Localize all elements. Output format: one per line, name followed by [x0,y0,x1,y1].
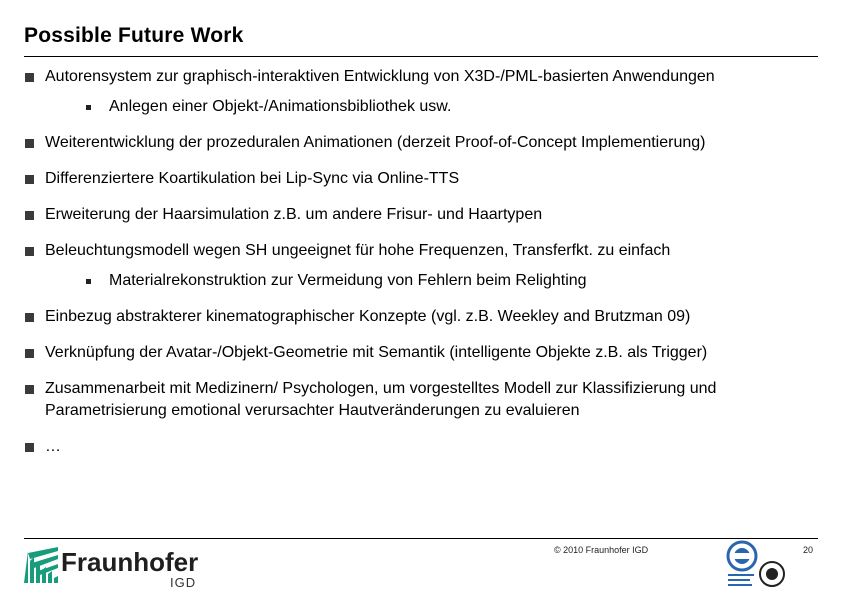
bullet-square-icon [25,349,34,358]
bullet-square-icon [25,73,34,82]
bullet-item [25,168,815,190]
bullet-text: Zusammenarbeit mit Medizinern/ Psychologen, um vorgestelltes Modell zur Klassifizierung und Parametrisierung emotional verursachter Hautveränderungen zu evaluieren [45,380,717,419]
certification-seal-icon [726,540,790,597]
footer-divider [24,538,818,539]
logo-name: Fraunhofer [61,547,199,577]
copyright: © 2010 Fraunhofer IGD [554,545,649,555]
sub-bullet-square-icon [86,105,91,110]
bullet-square-icon [25,385,34,394]
bullet-square-icon [25,211,34,220]
bullet-text: Verknüpfung der Avatar-/Objekt-Geometrie mit Semantik (intelligente Objekte z.B. als Trigger) [45,344,708,361]
bullet-text: Einbezug abstrakterer kinematographischer Konzepte (vgl. z.B. Weekley and Brutzman 09) [45,308,691,325]
bullet-item [25,378,815,422]
title-divider [24,56,818,57]
bullet-item [25,132,815,154]
sub-bullet-item [25,270,815,292]
sub-bullet-item [25,96,815,118]
sub-bullet-square-icon [86,279,91,284]
sub-bullet-text: Anlegen einer Objekt-/Animationsbibliothek usw. [109,98,452,115]
logo-sub: IGD [170,575,197,590]
bullet-text: … [45,438,61,455]
bullet-item [25,66,815,88]
bullet-text: Differenziertere Koartikulation bei Lip-Sync via Online-TTS [45,170,460,187]
bullet-text: Weiterentwicklung der prozeduralen Animationen (derzeit Proof-of-Concept Implementierung) [45,134,706,151]
bullet-item [25,240,815,262]
bullet-text: Beleuchtungsmodell wegen SH ungeeignet für hohe Frequenzen, Transferfkt. zu einfach [45,242,671,259]
bullet-text: Erweiterung der Haarsimulation z.B. um andere Frisur- und Haartypen [45,206,543,223]
bullet-square-icon [25,247,34,256]
bullet-square-icon [25,175,34,184]
bullet-item [25,306,815,328]
bullet-square-icon [25,313,34,322]
bullet-item [25,342,815,364]
bullet-square-icon [25,139,34,148]
slide-title: Possible Future Work [24,24,244,47]
bullet-list [25,66,815,472]
bullet-item [25,204,815,226]
bullet-square-icon [25,443,34,452]
sub-bullet-text: Materialrekonstruktion zur Vermeidung von Fehlern beim Relighting [109,272,587,289]
bullet-item [25,436,815,458]
fraunhofer-logo [24,541,204,593]
page-number: 20 [803,545,814,555]
fraunhofer-logo-icon [24,547,60,583]
bullet-text: Autorensystem zur graphisch-interaktiven Entwicklung von X3D-/PML-basierten Anwendungen [45,68,715,85]
